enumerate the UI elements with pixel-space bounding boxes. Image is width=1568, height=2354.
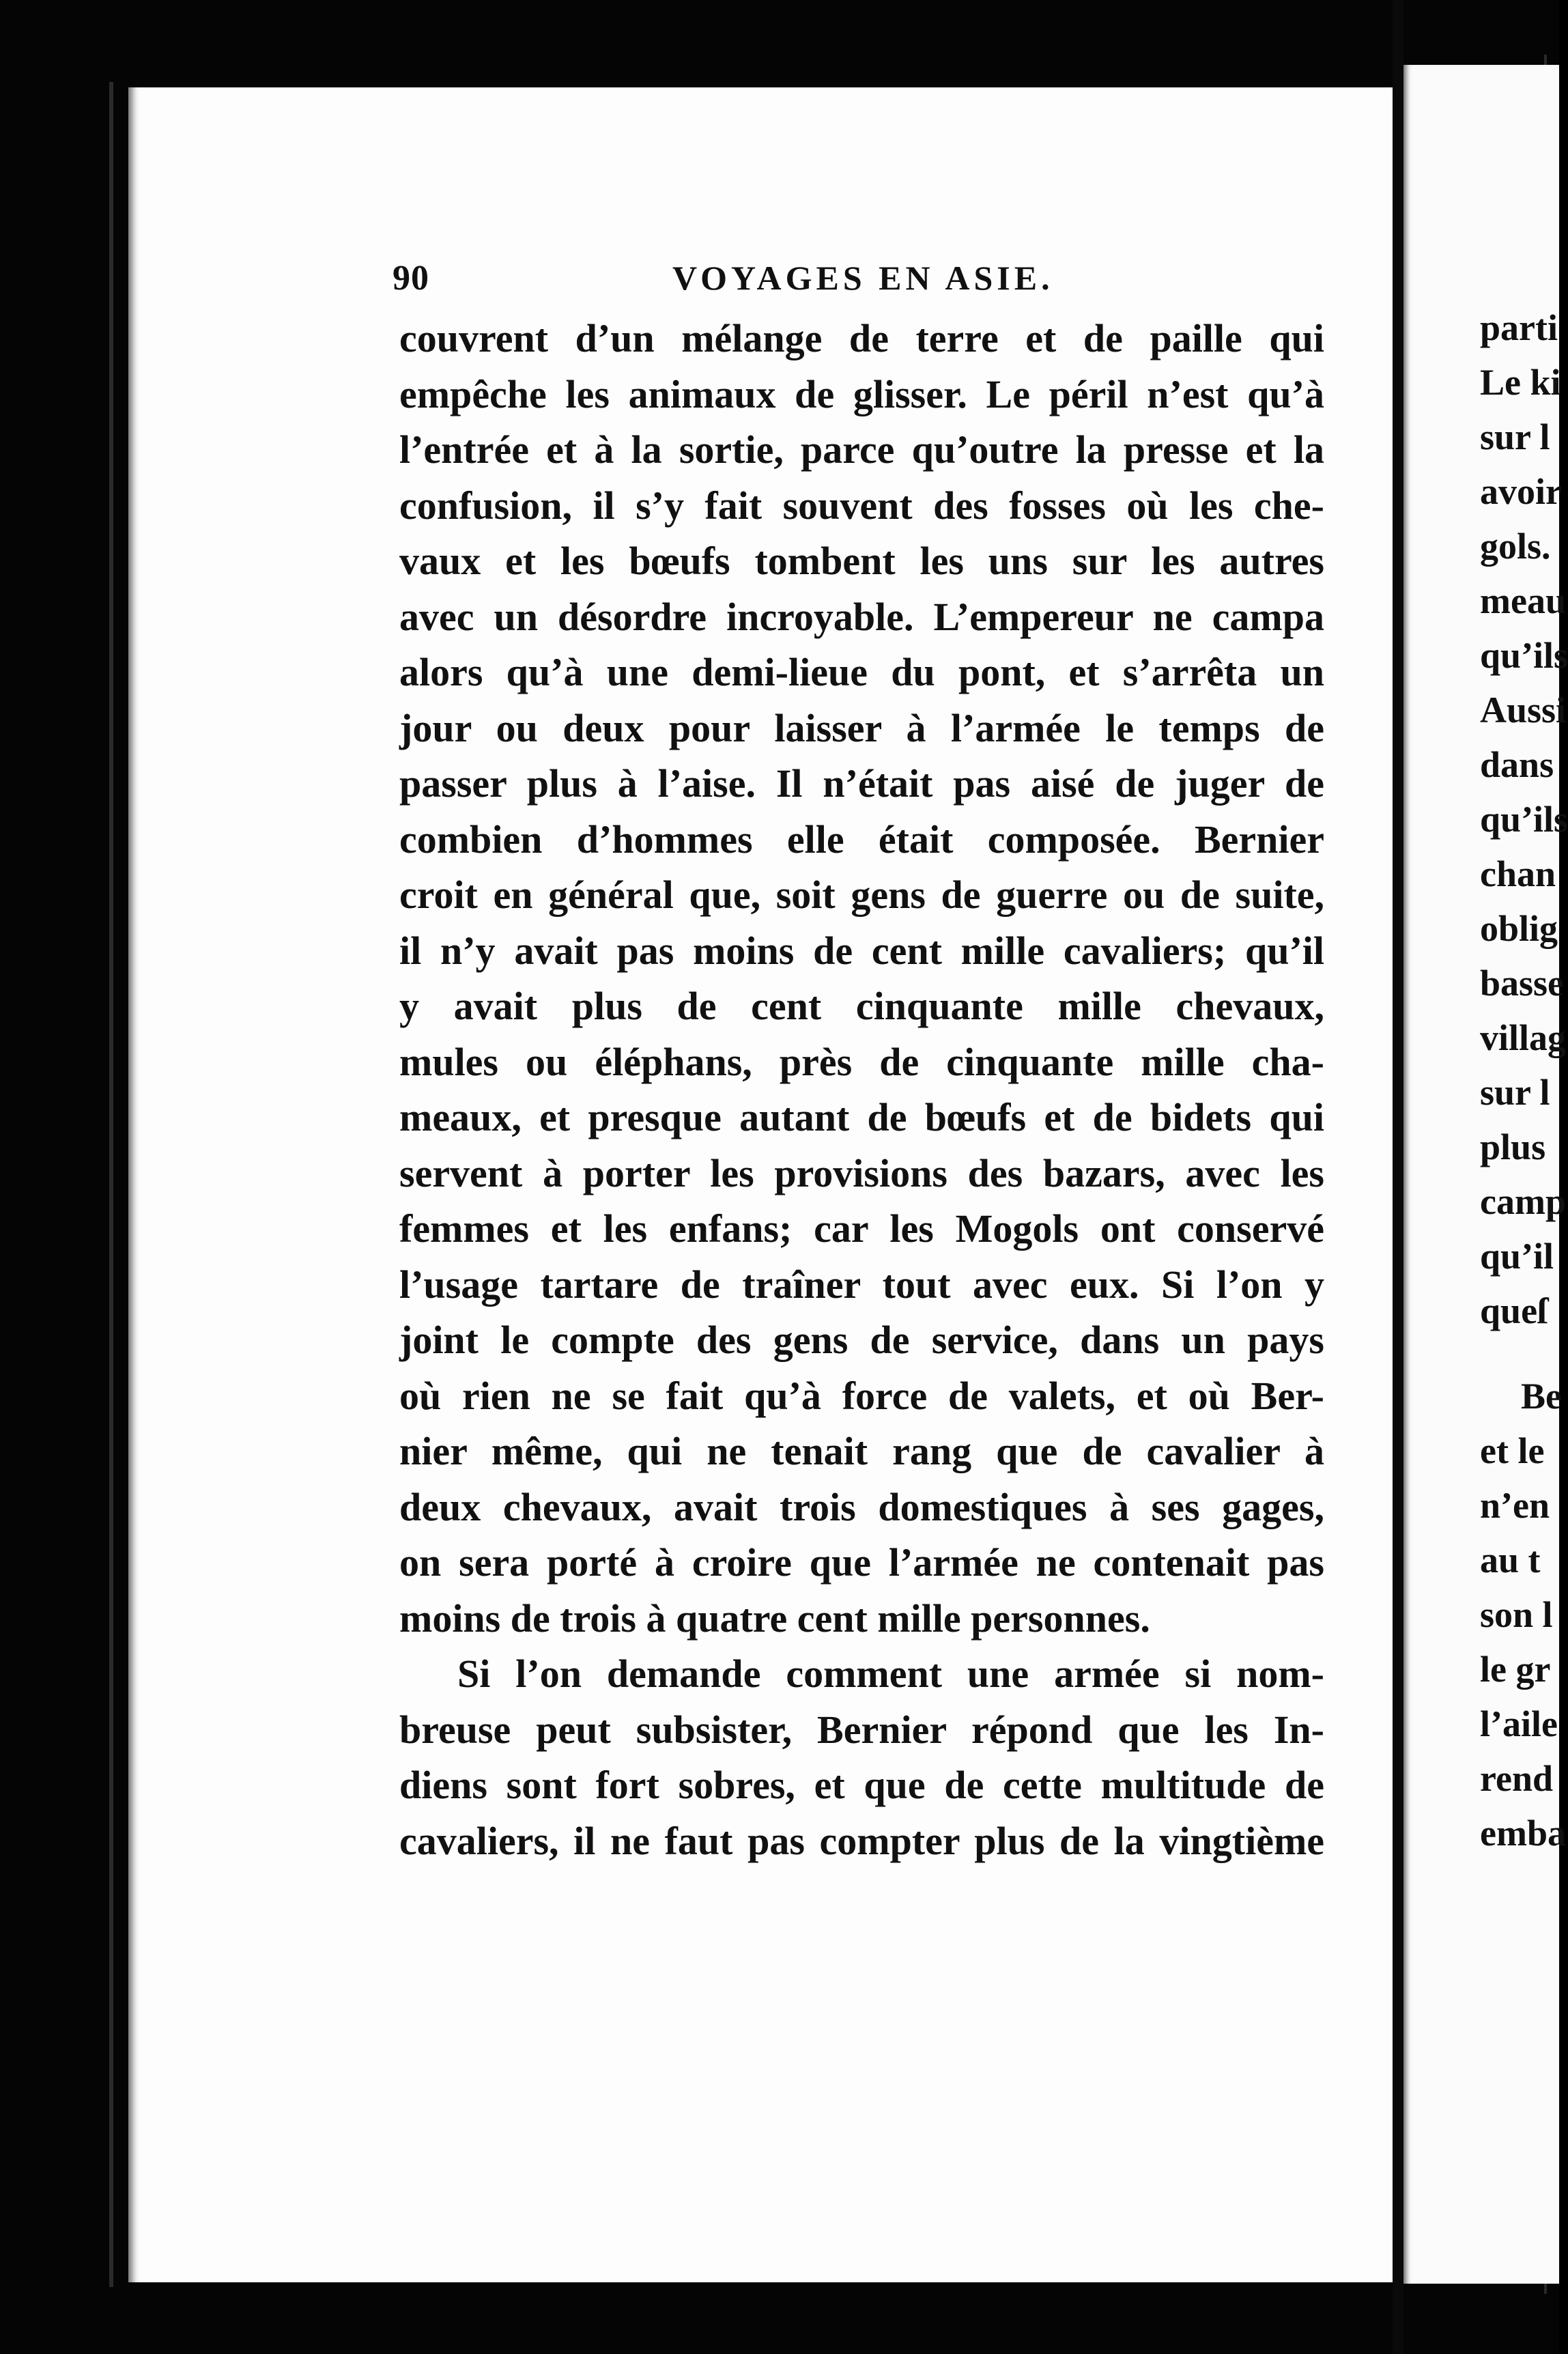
text-line: moins de trois à quatre cent mille personnes. [399, 1596, 1150, 1641]
right-page-line: qu’ils [1480, 635, 1568, 676]
text-line: alors qu’à une demi-lieue du pont, et s’arrêta un [399, 650, 1324, 694]
page-gutter [1393, 0, 1403, 2354]
right-page-line: l’aile [1480, 1703, 1558, 1744]
running-title: VOYAGES EN ASIE. [672, 259, 1054, 297]
right-page-line: queſ [1480, 1290, 1548, 1331]
right-page-line: et le [1480, 1430, 1545, 1471]
text-line: jour ou deux pour laisser à l’armée le temps de [399, 705, 1324, 750]
right-page-line: emba [1480, 1813, 1566, 1854]
right-page-text [1480, 300, 1568, 1860]
text-line: mules ou éléphans, près de cinquante mille cha- [399, 1039, 1324, 1084]
text-line: croit en général que, soit gens de guerre ou de suite, [399, 873, 1324, 917]
right-page-line: plus [1480, 1126, 1546, 1167]
right-page-line: basse [1480, 963, 1565, 1004]
text-line: l’usage tartare de traîner tout avec eux. Si l’on y [399, 1262, 1324, 1307]
text-line: combien d’hommes elle était composée. Bernier [399, 817, 1324, 862]
text-line: empêche les animaux de glisser. Le péril n’est qu’à [399, 371, 1324, 416]
right-page-line: rend [1480, 1758, 1554, 1799]
right-page-line: oblig [1480, 908, 1558, 949]
running-head [393, 258, 1348, 306]
right-page-line: sur l [1480, 1072, 1550, 1113]
text-line: servent à porter les provisions des bazars, avec les [399, 1150, 1324, 1195]
text-line: confusion, il s’y fait souvent des fosses où les che- [399, 483, 1324, 528]
right-page-line: le gr [1480, 1649, 1551, 1690]
text-line: l’entrée et à la sortie, parce qu’outre la presse et la [399, 427, 1324, 472]
right-page-line: Aussi [1480, 690, 1567, 731]
right-page-line: Be [1521, 1376, 1562, 1417]
text-line: Si l’on demande comment une armée si nom- [457, 1651, 1324, 1696]
text-line: couvrent d’un mélange de terre et de paille qui [399, 316, 1324, 360]
right-page-line: au t [1480, 1540, 1541, 1580]
right-page-line: n’en [1480, 1485, 1550, 1526]
right-page-line: villag [1480, 1017, 1567, 1058]
text-line: joint le compte des gens de service, dans un pays [399, 1318, 1324, 1362]
text-line: nier même, qui ne tenait rang que de cavalier à [399, 1429, 1324, 1473]
text-line: deux chevaux, avait trois domestiques à ses gages, [399, 1484, 1324, 1529]
text-line: vaux et les bœufs tombent les uns sur les autres [399, 539, 1324, 583]
text-line: il n’y avait pas moins de cent mille cavaliers; qu’il [399, 928, 1324, 973]
text-line: breuse peut subsister, Bernier répond que les In- [399, 1707, 1324, 1752]
right-page-line: sur l [1480, 416, 1550, 457]
right-page-line: qu’ils [1480, 799, 1568, 840]
right-page-line: meau [1480, 580, 1566, 621]
text-line: y avait plus de cent cinquante mille chevaux, [399, 984, 1324, 1028]
text-line: cavaliers, il ne faut pas compter plus de la vingtième [399, 1818, 1324, 1863]
right-page-line: dans [1480, 744, 1554, 785]
page-number: 90 [393, 259, 429, 298]
text-line: diens sont fort sobres, et que de cette multitude de [399, 1763, 1324, 1807]
right-page-line: gols. [1480, 526, 1551, 567]
left-page-body-text [399, 311, 1324, 1869]
text-line: femmes et les enfans; car les Mogols ont conservé [399, 1206, 1324, 1251]
right-page [1403, 65, 1568, 2284]
right-page-line: parti [1480, 307, 1558, 348]
text-line: on sera porté à croire que l’armée ne contenait pas [399, 1540, 1324, 1585]
right-page-line: Le ki [1480, 362, 1561, 403]
right-page-line: camp [1480, 1181, 1566, 1222]
text-line: où rien ne se fait qu’à force de valets, et où Ber- [399, 1373, 1324, 1418]
right-page-line: son l [1480, 1594, 1553, 1635]
right-page-line: qu’il [1480, 1236, 1554, 1277]
text-line: passer plus à l’aise. Il n’était pas aisé de juger de [399, 761, 1324, 806]
right-page-line: avoir [1480, 471, 1562, 512]
right-page-line: chan [1480, 853, 1556, 894]
text-line: avec un désordre incroyable. L’empereur ne campa [399, 594, 1324, 639]
left-margin-edge-line [109, 82, 113, 2287]
text-line: meaux, et presque autant de bœufs et de bidets qui [399, 1095, 1324, 1139]
